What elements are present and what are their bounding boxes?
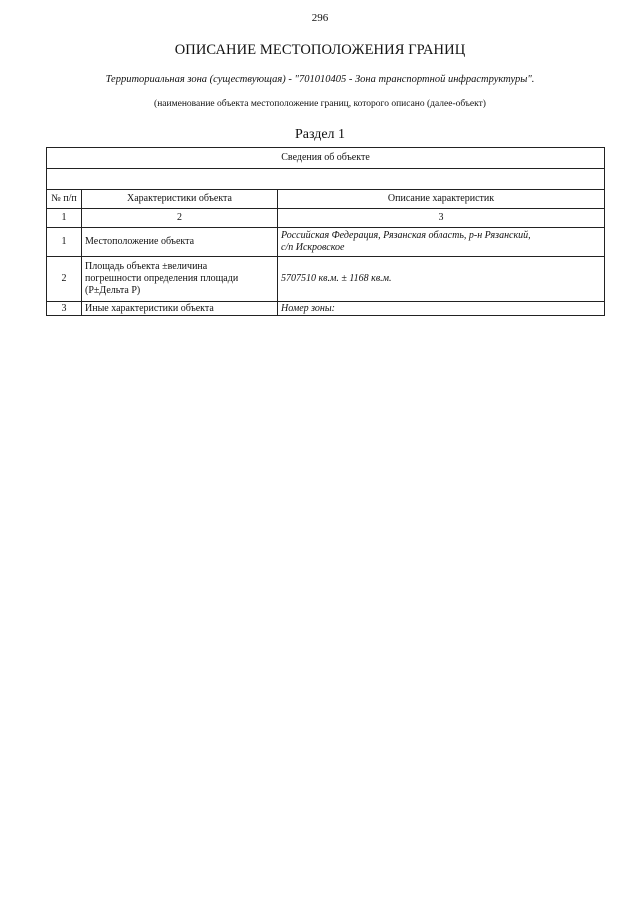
table-row	[47, 257, 605, 302]
row-characteristic-line: Площадь объекта ±величина	[85, 261, 208, 272]
column-number-2: 2	[82, 209, 278, 228]
table-caption: Сведения об объекте	[47, 148, 605, 169]
column-header-description: Описание характеристик	[278, 190, 605, 209]
document-note: (наименование объекта местоположение границ, которого описано (далее-объект)	[154, 99, 486, 109]
table-column-numbers-row	[47, 209, 605, 228]
column-number-1: 1	[47, 209, 82, 228]
table-row	[47, 302, 605, 316]
row-characteristic	[82, 257, 278, 302]
row-description-line: с/п Искровское	[281, 242, 345, 253]
page-number: 296	[311, 12, 329, 24]
row-number: 3	[47, 302, 82, 316]
row-description: 5707510 кв.м. ± 1168 кв.м.	[278, 257, 605, 302]
column-number-3: 3	[278, 209, 605, 228]
row-characteristic: Местоположение объекта	[82, 228, 278, 257]
row-characteristic-line: (Р±Дельта Р)	[85, 285, 141, 296]
row-number: 1	[47, 228, 82, 257]
object-info-table	[46, 147, 605, 316]
table-row	[47, 228, 605, 257]
column-header-number: № п/п	[47, 190, 82, 209]
row-characteristic: Иные характеристики объекта	[82, 302, 278, 316]
row-characteristic-line: погрешности определения площади	[85, 273, 239, 284]
row-description-line: Российская Федерация, Рязанская область, р-н Рязанский,	[281, 230, 531, 241]
table-caption-row	[47, 148, 605, 169]
row-description: Номер зоны:	[278, 302, 605, 316]
document-title: ОПИСАНИЕ МЕСТОПОЛОЖЕНИЯ ГРАНИЦ	[174, 42, 466, 58]
row-description	[278, 228, 605, 257]
table-empty-cell	[47, 169, 605, 190]
column-header-characteristic: Характеристики объекта	[82, 190, 278, 209]
section-title: Раздел 1	[294, 127, 346, 142]
document-subtitle: Территориальная зона (существующая) - "701010405 - Зона транспортной инфраструктуры".	[105, 74, 535, 85]
table-empty-row	[47, 169, 605, 190]
table-header-row	[47, 190, 605, 209]
row-number: 2	[47, 257, 82, 302]
